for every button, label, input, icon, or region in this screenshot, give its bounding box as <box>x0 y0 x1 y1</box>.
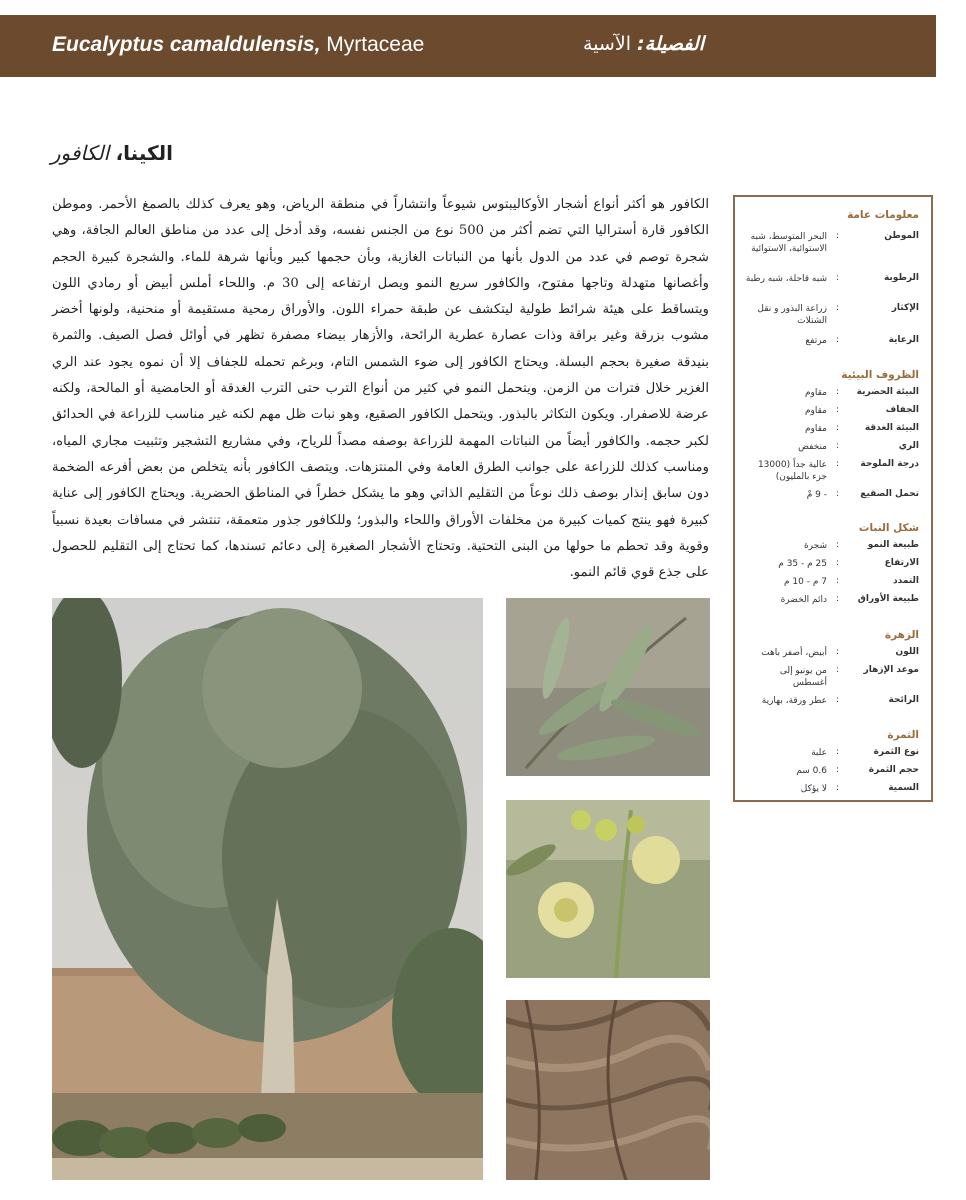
info-label: الارتفاع <box>884 558 919 568</box>
info-value: من يونيو إلى أغسطس <box>779 666 827 688</box>
info-separator: : <box>835 441 839 451</box>
info-value: أبيض، أصفر باهت <box>761 648 827 658</box>
info-value: 7 م - 10 م <box>783 577 827 587</box>
species-name: Eucalyptus camaldulensis, <box>52 33 321 56</box>
info-label: الرطوبة <box>883 273 919 283</box>
info-separator: : <box>835 273 839 283</box>
info-value: 25 م - 35 م <box>778 559 827 569</box>
info-separator: : <box>835 405 839 415</box>
info-separator: : <box>835 576 839 586</box>
species-latin-name <box>52 33 424 57</box>
info-value: البحر المتوسط، شبه الاستوائية، الاستوائية <box>750 232 827 254</box>
info-label: اللون <box>895 647 919 657</box>
leaves-photo <box>506 598 710 776</box>
info-separator: : <box>835 387 839 397</box>
title-secondary: الكافور <box>50 141 110 165</box>
info-label: حجم الثمرة <box>868 765 919 775</box>
info-label: البيئة الغدقة <box>864 423 919 433</box>
family-arabic-heading <box>583 33 704 55</box>
info-value: لا يؤكل <box>800 784 827 794</box>
info-separator: : <box>835 335 839 345</box>
tree-photo <box>52 598 483 1180</box>
title-primary: الكينا، <box>115 141 173 165</box>
info-label: طبيعة الأوراق <box>857 594 919 604</box>
info-label: الرعاية <box>888 335 919 345</box>
info-label: طبيعة النمو <box>867 540 919 550</box>
info-separator: : <box>835 423 839 433</box>
section-heading-form: شكل النبات <box>858 522 919 534</box>
bark-photo <box>506 1000 710 1180</box>
flowers-photo <box>506 800 710 978</box>
info-box <box>733 195 933 802</box>
description-text: الكافور هو أكثر أنواع أشجار الأوكاليبتوس شيوعاً وانتشاراً في منطقة الرياض، وهو يعرف كذلك بالصمغ الأحمر. وموطن الكافور قارة أستراليا التي تضم أكثر من 500 نوع من الجنس نفسه، وقد أدخل إلى عدد من مناطق العالم الجافة، وهي شجرة توصم في عدد من الدول بأنها من النباتات الغازية، وبأن حجمها كبير وبأنها شرهة للماء. والشجرة كبيرة الحجم وأغصانها متهدلة وتاجها مفتوح، والكافور سريع النمو ويصل ارتفاعه إلى 30 م. واللحاء أملس أبيض أو رمادي اللون ويتساقط على هيئة شرائط طولية ليتكشف عن طبقة حمراء اللون. والأوراق رمحية مستقيمة أو منحنية، ولونها أخضر مشوب بزرقة وغير براقة وذات عصارة عطرية الرائحة، والأزهار بيضاء مصفرة تظهر في أوائل فصل الصيف. والثمرة بنيدقة صغيرة بحجم البسلة. ويحتاج الكافور إلى ضوء الشمس التام، وبرغم تحمله للجفاف إلا أن نموه يجود عند الري الغزير خلال فترات من الزمن. ويتحمل النمو في كثير من أنواع الترب حتى الترب الغدقة أو الحامضية أو المالحة، ولكنه عرضة للاصفرار. ويكون التكاثر بالبذور. ويتحمل الكافور الصقيع، وهو نبات ظل مهم لكنه غير مناسب للزراعة في الحدائق لكبر حجمه. والكافور أيضاً من النباتات المهمة للزراعة بوصفه مصداً للرياح، وفي مشاريع التشجير وتثبيت مجاري المياه، ومناسب كذلك للزراعة على جوانب الطرق العامة وفي المنتزهات. ويتصف الكافور بأنه يتخلص من بعض أفرعه الضخمة دون سابق إنذار بوصف ذلك نوعاً من التقليم الذاتي وهو ما يشكل خطراً في المناطق الحضرية. ويحتاج الكافور إلى عناية كبيرة فهو ينتج كميات كبيرة من مخلفات الأوراق واللحاء والبذور؛ وللكافور جذور متعمقة، تنتشر في مسافات بعيدة نسبياً وقوية وقد تحطم ما حولها من البنى التحتية. وتحتاج الأشجار الصغيرة إلى دعائم تسندها، كما تحتاج إلى التقليم للحصول على جذع قوي قائم النمو. <box>52 197 709 581</box>
info-value: مقاوم <box>804 388 827 398</box>
info-value: 0.6 سم <box>796 766 827 776</box>
info-separator: : <box>835 594 839 604</box>
info-label: الرائحة <box>888 695 919 705</box>
info-label: التمدد <box>893 576 919 586</box>
page-title <box>51 141 173 165</box>
info-value: شبه قاحلة، شبه رطبة <box>745 274 827 284</box>
info-label: تحمل الصقيع <box>860 489 919 499</box>
info-label: موعد الإزهار <box>863 665 919 675</box>
info-label: نوع الثمرة <box>873 747 919 757</box>
info-separator: : <box>835 783 839 793</box>
info-value: مقاوم <box>804 406 827 416</box>
family-arabic: الآسية <box>583 33 631 55</box>
info-value: زراعة البذور و نقل الشتلات <box>757 304 827 326</box>
info-value: شجرة <box>803 541 827 551</box>
info-label: الجفاف <box>885 405 919 415</box>
section-heading-general: معلومات عامة <box>847 209 919 221</box>
info-label: درجة الملوحة <box>860 459 919 469</box>
info-separator: : <box>835 459 839 469</box>
info-label: السمية <box>888 783 919 793</box>
info-value: علبة <box>811 748 827 758</box>
section-heading-fruit: الثمرة <box>887 729 919 741</box>
section-heading-environment: الظروف البيئية <box>841 369 919 381</box>
info-separator: : <box>835 231 839 241</box>
info-label: الإكثار <box>891 303 919 313</box>
section-heading-flower: الزهرة <box>884 629 919 641</box>
info-separator: : <box>835 558 839 568</box>
info-value: دائم الخضرة <box>780 595 827 605</box>
info-separator: : <box>835 695 839 705</box>
info-value: عالية جداً (13000 جزء بالمليون) <box>757 460 827 482</box>
info-separator: : <box>835 665 839 675</box>
info-value: - 9 مْ <box>806 490 827 500</box>
info-separator: : <box>835 303 839 313</box>
family-latin: Myrtaceae <box>326 33 425 56</box>
info-value: منخفض <box>798 442 827 452</box>
info-separator: : <box>835 540 839 550</box>
info-value: مقاوم <box>804 424 827 434</box>
info-value: عطر ورقة، بهارية <box>761 696 827 706</box>
info-label: الري <box>898 441 919 451</box>
info-separator: : <box>835 647 839 657</box>
info-separator: : <box>835 489 839 499</box>
info-label: البيئة الحضرية <box>856 387 919 397</box>
info-value: مرتفع <box>805 336 827 346</box>
info-separator: : <box>835 765 839 775</box>
family-label: الفصيلة: <box>637 33 704 55</box>
info-label: الموطن <box>884 231 919 241</box>
info-separator: : <box>835 747 839 757</box>
